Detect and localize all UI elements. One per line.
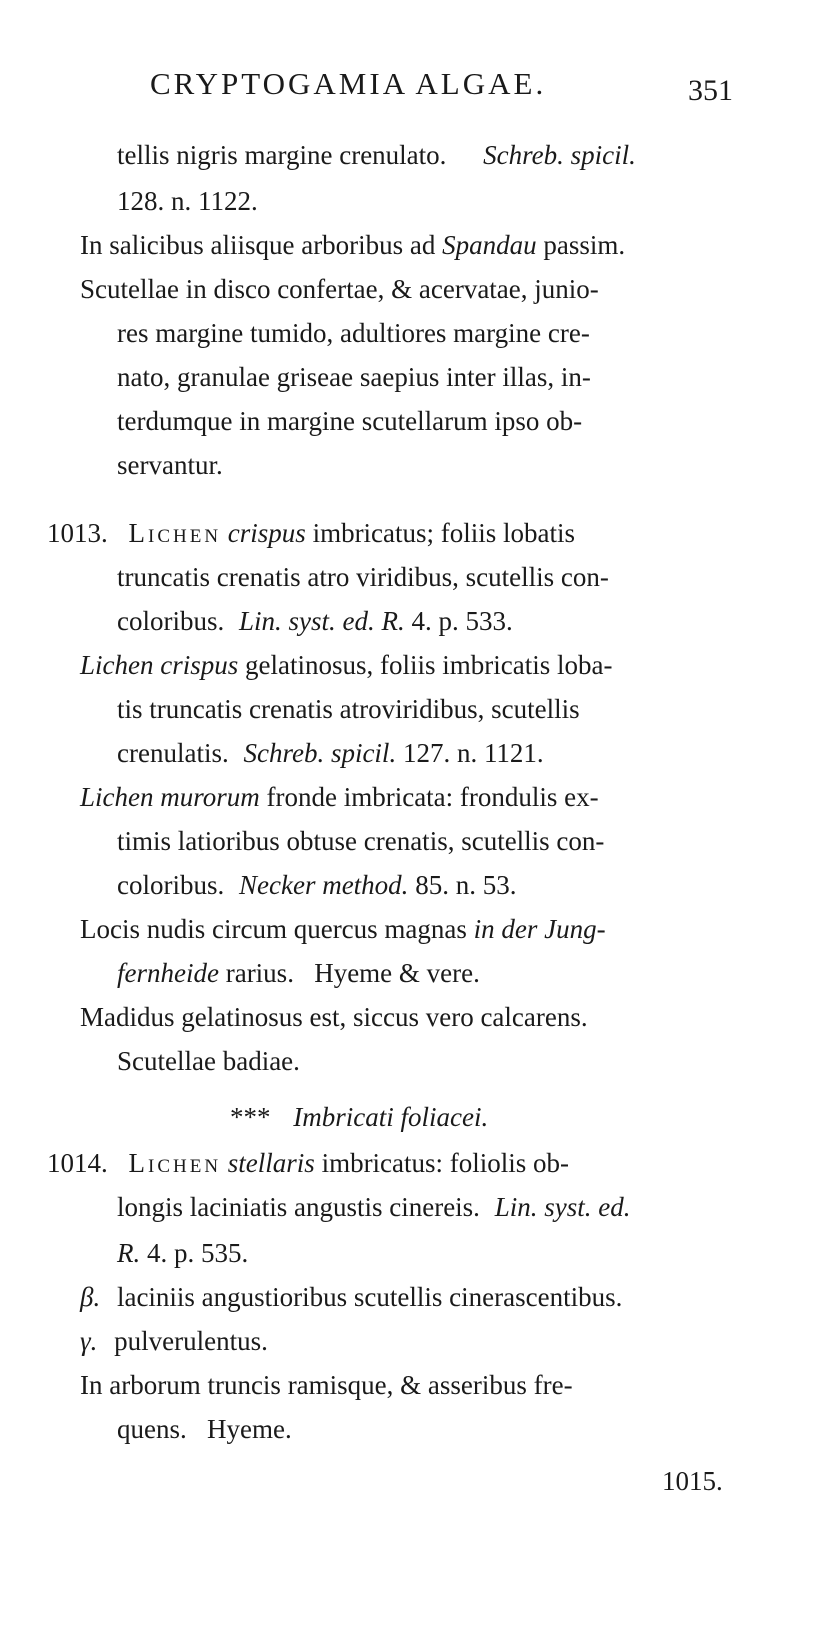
section-stars: *** (230, 1102, 271, 1132)
text-line: Scutellae badiae. (117, 1046, 300, 1076)
text-line: nato, granulae griseae saepius inter illas, in- (117, 362, 591, 392)
variety-beta: β. laciniis angustioribus scutellis cinerascentibus. (80, 1282, 623, 1312)
variety-marker: γ. (80, 1326, 98, 1356)
text-line: longis laciniatis angustis cinereis. Lin. syst. ed. (117, 1192, 631, 1222)
section-heading (230, 1104, 488, 1131)
species-name: crispus (227, 518, 306, 548)
text-line: crenulatis. Schreb. spicil. 127. n. 1121. (117, 738, 544, 768)
text-line: In arborum truncis ramisque, & asseribus fre- (80, 1370, 573, 1400)
catchword: 1015. (662, 1466, 723, 1496)
text-line: In salicibus aliisque arboribus ad Spandau passim. (80, 230, 626, 260)
entry-number: 1014. (47, 1148, 108, 1178)
text-line: coloribus. Necker method. 85. n. 53. (117, 870, 517, 900)
entry-1013-heading: 1013. Lichen crispus imbricatus; foliis lobatis (47, 518, 576, 548)
text-line: R. 4. p. 535. (117, 1238, 249, 1268)
text-line: truncatis crenatis atro viridibus, scutellis con- (117, 562, 609, 592)
text-line: Scutellae in disco confertae, & acervatae, junio- (80, 274, 599, 304)
text-line: tis truncatis crenatis atroviridibus, scutellis (117, 694, 580, 724)
species-name: stellaris (227, 1148, 315, 1178)
entry-number: 1013. (47, 518, 108, 548)
text-line: tellis nigris margine crenulato. Schreb. spicil. (117, 140, 636, 170)
running-title: CRYPTOGAMIA ALGAE. (150, 66, 547, 101)
variety-marker: β. (80, 1282, 101, 1312)
text-line: 128. n. 1122. (117, 186, 258, 216)
section-title: Imbricati foliacei. (293, 1102, 489, 1132)
text-line: quens. Hyeme. (117, 1414, 292, 1444)
text-line: fernheide rarius. Hyeme & vere. (117, 958, 480, 988)
page-number: 351 (688, 74, 733, 107)
text-line: timis latioribus obtuse crenatis, scutellis con- (117, 826, 605, 856)
synonym-line: Lichen crispus gelatinosus, foliis imbricatis loba- (80, 650, 613, 680)
variety-gamma: γ. pulverulentus. (80, 1326, 268, 1356)
text-line: Madidus gelatinosus est, siccus vero calcarens. (80, 1002, 588, 1032)
text-line: servantur. (117, 450, 223, 480)
text-line: coloribus. Lin. syst. ed. R. 4. p. 533. (117, 606, 513, 636)
entry-1014-heading: 1014. Lichen stellaris imbricatus: foliolis ob- (47, 1148, 570, 1178)
text-line: terdumque in margine scutellarum ipso ob- (117, 406, 583, 436)
synonym-line: Lichen murorum fronde imbricata: frondulis ex- (80, 782, 599, 812)
text-line: res margine tumido, adultiores margine cre- (117, 318, 590, 348)
genus-name: Lichen (128, 518, 222, 548)
page-header (0, 66, 830, 110)
text-line: Locis nudis circum quercus magnas in der Jung- (80, 914, 606, 944)
genus-name: Lichen (128, 1148, 222, 1178)
